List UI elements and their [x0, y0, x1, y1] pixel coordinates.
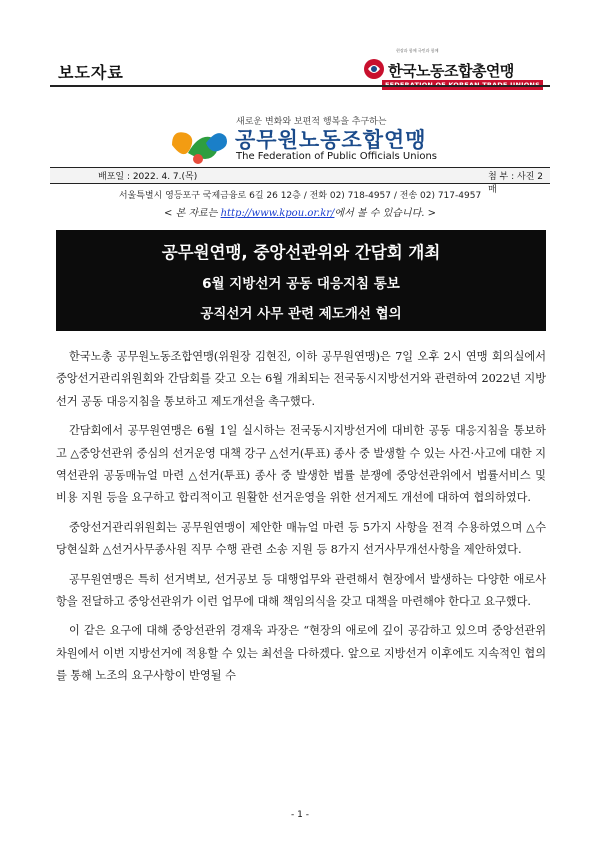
attachment-info: 첨 부 : 사진 2매 — [488, 172, 543, 195]
notice-suffix: 에서 볼 수 있습니다. > — [334, 208, 436, 219]
kpou-logo-icon — [168, 125, 230, 167]
release-date: 배포일 : 2022. 4. 7.(목) — [98, 172, 198, 182]
org-english-name: The Federation of Public Officials Unions — [236, 151, 438, 162]
top-divider — [50, 85, 550, 87]
paragraph: 중앙선거관리위원회는 공무원연맹이 제안한 매뉴얼 마련 등 5가지 사항을 전격 수용하였으며 △수당현실화 △선거사무종사원 직무 수행 관련 소송 지원 등 8가지 선거사무개선사항을 제안하였다. — [56, 520, 546, 557]
paragraph: 간담회에서 공무원연맹은 6월 1일 실시하는 전국동시지방선거에 대비한 공동 대응지침을 통보하고 △중앙선관위 중심의 선거운영 대책 강구 △선거(투표) 종사 중 발생할 수 있는 사건·사고에 대한 지역선관위 공동매뉴얼 마련 △선거(투표) 종사 중 발생한 법률 분쟁에 중앙선관위에서 법률서비스 및 비용 지원 등을 요구하고 합리적이고 원활한 선거운영을 위한 선거제도 개선에 대하여 협의하였다. — [56, 424, 546, 505]
fktu-name: 한국노동조합총연맹 — [388, 62, 514, 80]
headline-subtitle-2: 공직선거 사무 관련 제도개선 협의 — [200, 306, 402, 322]
headline-subtitle-1: 6월 지방선거 공동 대응지침 통보 — [202, 276, 400, 292]
contact-address: 서울특별시 영등포구 국제금융로 6길 26 12층 / 전화 02) 718-4957 / 전송 02) 717-4957 — [118, 191, 482, 201]
paragraph: 한국노총 공무원노동조합연맹(위원장 김현진, 이하 공무원연맹)은 7일 오후 2시 연맹 회의실에서 중앙선거관리위원회와 간담회를 갖고 오는 6월 개최되는 전국동시지방선거와 관련하여 2022년 지방선거 공동 대응지침을 통보하고 제도개선을 촉구했다. — [56, 350, 546, 408]
info-bar — [50, 167, 550, 195]
headline-title: 공무원연맹, 중앙선관위와 간담회 개최 — [161, 243, 441, 262]
header-slogan: 새로운 변화와 보편적 행복을 추구하는 — [236, 117, 387, 127]
headline-box — [56, 230, 546, 331]
article-body — [56, 346, 546, 695]
notice-prefix: < 본 자료는 — [164, 208, 221, 219]
website-link[interactable]: http://www.kpou.or.kr/ — [220, 208, 335, 219]
fktu-subtitle: 현장과 함께 국민과 함께 — [396, 48, 439, 53]
org-name: 공무원노동조합연맹 — [235, 128, 427, 152]
press-release-label: 보도자료 — [58, 63, 124, 82]
page-number: - 1 - — [291, 810, 309, 820]
website-notice — [0, 204, 600, 219]
paragraph: 이 같은 요구에 대해 중앙선관위 경재욱 과장은 “현장의 애로에 깊이 공감하고 있으며 중앙선관위 차원에서 이번 지방선거에 적용할 수 있는 최선을 다하겠다. 앞으로 지방선거 이후에도 지속적인 협의를 통해 노조의 요구사항이 반영될 수 — [56, 624, 546, 683]
paragraph: 공무원연맹은 특히 선거벽보, 선거공보 등 대행업무와 관련해서 현장에서 발생하는 다양한 애로사항을 전달하고 중앙선관위가 이런 업무에 대해 책임의식을 갖고 대책을 마련해야 한다고 요구했다. — [56, 572, 546, 609]
fktu-emblem-icon — [362, 58, 386, 80]
